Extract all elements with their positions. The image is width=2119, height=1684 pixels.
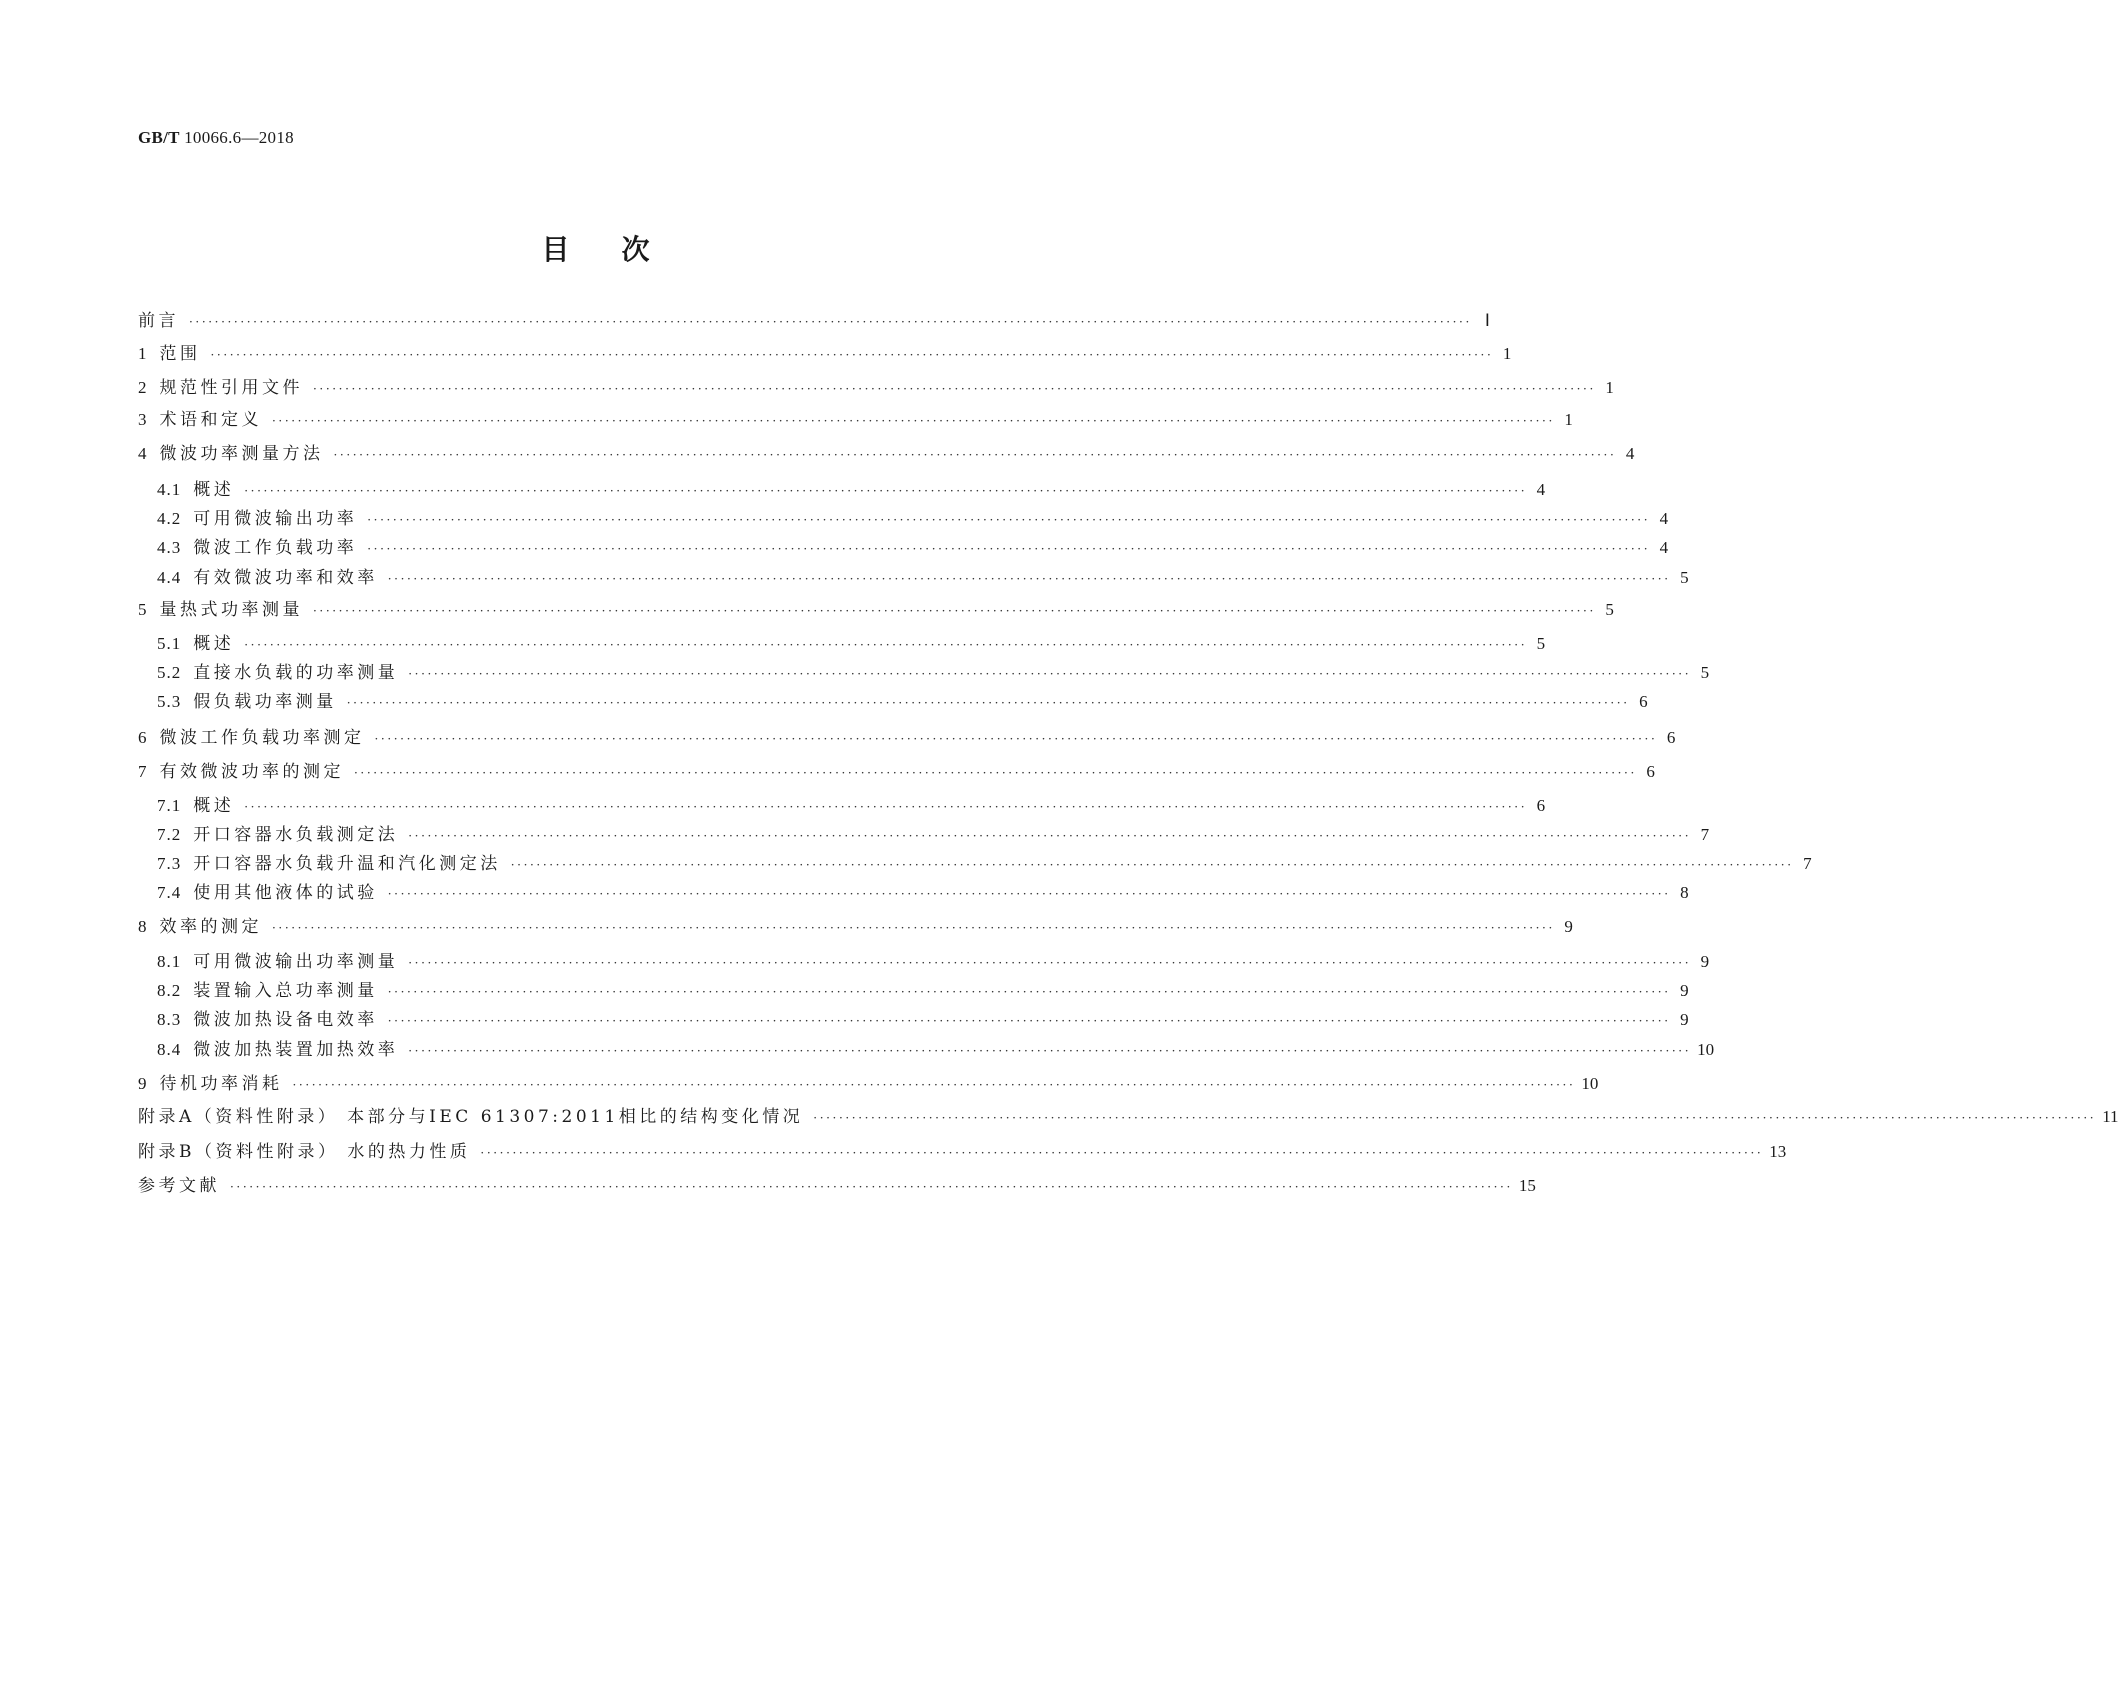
toc-entry-text: 概述 [193, 796, 235, 816]
dot-leader: ········································································································································································································ [272, 921, 1555, 935]
dot-leader: ········································································································································································································ [244, 800, 1528, 814]
toc-entry-page: 1 [1564, 410, 1573, 429]
document-code [138, 128, 294, 148]
toc-entry-number: 4.1 [157, 480, 182, 499]
toc-entry-page: 15 [1518, 1176, 1536, 1195]
dot-leader: ········································································································································································································ [354, 766, 1637, 780]
toc-entry-text: 可用微波输出功率 [193, 509, 358, 529]
toc-entry-label [138, 444, 324, 464]
toc-entry-text: 效率的测定 [159, 917, 262, 937]
dot-leader: ········································································································································································································ [813, 1111, 2097, 1125]
toc-entry-page: Ⅰ [1484, 311, 1490, 330]
toc-entry[interactable] [138, 1142, 1787, 1162]
toc-entry-label [138, 728, 365, 748]
dot-leader: ········································································································································································································ [189, 315, 1472, 329]
toc-entry-number: 8.2 [157, 981, 182, 1000]
dot-leader: ········································································································································································································ [244, 638, 1528, 652]
dot-leader: ········································································································································································································ [313, 382, 1596, 396]
toc-entry-label [157, 538, 357, 558]
toc-entry-label [157, 480, 234, 500]
toc-entry-text: 微波工作负载功率测定 [159, 728, 365, 748]
toc-entry-page: 9 [1564, 917, 1573, 936]
dot-leader: ········································································································································································································ [230, 1180, 1513, 1194]
dot-leader: ········································································································································································································ [313, 604, 1596, 618]
toc-entry[interactable] [157, 480, 1546, 500]
toc-entry-text: 概述 [193, 480, 235, 500]
toc-entry-number: 7 [138, 762, 148, 781]
toc-entry[interactable] [157, 952, 1710, 972]
toc-entry[interactable] [138, 1176, 1536, 1196]
toc-entry-label [138, 1176, 220, 1196]
toc-entry-text: 术语和定义 [159, 410, 262, 430]
dot-leader: ········································································································································································································ [480, 1146, 1764, 1160]
toc-entry-text: 使用其他液体的试验 [193, 883, 378, 903]
toc-entry[interactable] [157, 692, 1648, 712]
dot-leader: ········································································································································································································ [408, 1044, 1692, 1058]
toc-entry-text: 可用微波输出功率测量 [193, 952, 399, 972]
toc-entry[interactable] [138, 728, 1676, 748]
toc-entry-label [138, 917, 262, 937]
toc-entry-text: 微波加热装置加热效率 [193, 1040, 399, 1060]
standard-number: 10066.6—2018 [184, 128, 294, 147]
toc-entry-page: 6 [1536, 796, 1546, 815]
toc-entry-number: 7.4 [157, 883, 182, 902]
toc-entry-label [138, 600, 303, 620]
toc-entry[interactable] [138, 762, 1655, 782]
toc-entry-label [157, 1040, 398, 1060]
toc-entry[interactable] [157, 981, 1689, 1001]
toc-entry-number: 3 [138, 410, 148, 429]
dot-leader: ········································································································································································································ [408, 667, 1692, 681]
toc-entry-number: 4.4 [157, 568, 182, 587]
toc-entry-label [138, 1074, 283, 1094]
toc-entry[interactable] [157, 538, 1669, 558]
toc-entry-page: 9 [1700, 952, 1710, 971]
dot-leader: ········································································································································································································ [408, 956, 1692, 970]
toc-entry-page: 5 [1700, 663, 1710, 682]
toc-entry-number: 7.3 [157, 854, 182, 873]
toc-entry-text: 规范性引用文件 [159, 378, 303, 398]
toc-entry-label [157, 883, 378, 903]
toc-entry[interactable] [157, 1040, 1715, 1060]
toc-entry-page: 10 [1697, 1040, 1715, 1059]
dot-leader: ········································································································································································································ [387, 1014, 1671, 1028]
toc-entry[interactable] [157, 663, 1710, 683]
dot-leader: ········································································································································································································ [292, 1078, 1576, 1092]
toc-entry-label [157, 1010, 378, 1030]
toc-entry-page: 9 [1680, 1010, 1689, 1029]
toc-entry-label [138, 378, 303, 398]
toc-entry-page: 4 [1625, 444, 1635, 463]
dot-leader: ········································································································································································································ [374, 732, 1658, 746]
toc-entry-label [157, 796, 234, 816]
toc-entry-label [138, 1142, 470, 1162]
toc-entry[interactable] [157, 796, 1546, 816]
toc-entry-label [157, 692, 337, 712]
dot-leader: ········································································································································································································ [367, 513, 1651, 527]
toc-entry-page: 4 [1659, 509, 1669, 528]
toc-entry[interactable] [138, 1074, 1599, 1094]
toc-entry-number: 5.3 [157, 692, 182, 711]
toc-entry-number: 6 [138, 728, 148, 747]
toc-entry-number: 4.2 [157, 509, 182, 528]
toc-entry-text: 假负载功率测量 [193, 692, 337, 712]
toc-entry-label [157, 825, 398, 845]
toc-entry-label [157, 952, 398, 972]
toc-entry-text: 概述 [193, 634, 235, 654]
toc-entry-text: 微波工作负载功率 [193, 538, 358, 558]
toc-entry-page: 13 [1769, 1142, 1787, 1161]
toc-entry-text: 装置输入总功率测量 [193, 981, 378, 1001]
toc-entry-page: 9 [1680, 981, 1689, 1000]
toc-entry-page: 11 [2102, 1107, 2119, 1126]
toc-entry-page: 6 [1646, 762, 1655, 781]
toc-entry[interactable] [138, 311, 1490, 331]
toc-entry-label [138, 762, 344, 782]
toc-entry[interactable] [157, 568, 1689, 588]
toc-entry-number: 8.4 [157, 1040, 182, 1059]
toc-entry-page: 10 [1581, 1074, 1599, 1093]
toc-entry[interactable] [157, 1010, 1689, 1030]
toc-entry-number: 8 [138, 917, 148, 936]
toc-entry[interactable] [138, 600, 1614, 620]
toc-entry[interactable] [157, 509, 1669, 529]
toc-entry-text: 待机功率消耗 [159, 1074, 283, 1094]
toc-entry-label [157, 854, 501, 874]
dot-leader: ········································································································································································································ [272, 414, 1555, 428]
toc-entry-page: 6 [1666, 728, 1676, 747]
toc-entry[interactable] [157, 854, 1812, 874]
dot-leader: ········································································································································································································ [387, 985, 1671, 999]
standard-prefix: GB/T [138, 128, 180, 147]
toc-entry-label [157, 663, 398, 683]
toc-entry-text: 参考文献 [138, 1176, 220, 1196]
toc-entry-text: 有效微波功率的测定 [159, 762, 344, 782]
dot-leader: ········································································································································································································ [244, 484, 1528, 498]
toc-entry-label [157, 568, 378, 588]
dot-leader: ········································································································································································································ [510, 858, 1794, 872]
toc-entry-number: 9 [138, 1074, 148, 1093]
toc-entry-text: 范围 [159, 344, 201, 364]
toc-entry-number: 7.2 [157, 825, 182, 844]
toc-entry[interactable] [157, 825, 1710, 845]
toc-entry-text: 开口容器水负载升温和汽化测定法 [193, 854, 501, 874]
toc-entry-number: 4.3 [157, 538, 182, 557]
toc-entry-label [138, 1107, 803, 1127]
toc-entry-text: 量热式功率测量 [159, 600, 303, 620]
toc-entry[interactable] [138, 1107, 2119, 1127]
toc-entry[interactable] [138, 917, 1573, 937]
toc-entry-page: 5 [1680, 568, 1689, 587]
toc-entry[interactable] [157, 634, 1546, 654]
toc-entry-page: 7 [1700, 825, 1710, 844]
toc-entry-text: 有效微波功率和效率 [193, 568, 378, 588]
toc-entry-page: 1 [1502, 344, 1512, 363]
toc-entry-text: 附录B（资料性附录） 水的热力性质 [138, 1142, 471, 1162]
toc-entry-page: 1 [1605, 378, 1614, 397]
toc-entry-text: 微波加热设备电效率 [193, 1010, 378, 1030]
toc-entry-label [138, 344, 201, 364]
toc-entry-number: 1 [138, 344, 148, 363]
toc-entry-page: 4 [1659, 538, 1669, 557]
dot-leader: ········································································································································································································ [210, 348, 1494, 362]
toc-entry-number: 2 [138, 378, 148, 397]
toc-entry-page: 8 [1680, 883, 1689, 902]
toc-entry-label [157, 509, 357, 529]
toc-entry-page: 7 [1803, 854, 1812, 873]
dot-leader: ········································································································································································································ [333, 448, 1617, 462]
toc-entry[interactable] [138, 378, 1614, 398]
toc-entry-label [138, 311, 179, 331]
toc-title: 目次 [541, 233, 702, 266]
toc-entry[interactable] [138, 444, 1635, 464]
toc-entry-number: 7.1 [157, 796, 182, 815]
toc-entry-text: 前言 [138, 311, 179, 331]
toc-entry-page: 6 [1639, 692, 1648, 711]
toc-entry-number: 5.2 [157, 663, 182, 682]
dot-leader: ········································································································································································································ [387, 887, 1671, 901]
dot-leader: ········································································································································································································ [408, 829, 1692, 843]
toc-entry[interactable] [138, 410, 1573, 430]
toc-entry-page: 5 [1536, 634, 1546, 653]
toc-entry-page: 4 [1536, 480, 1546, 499]
toc-entry-text: 附录A（资料性附录） 本部分与IEC 61307:2011相比的结构变化情况 [138, 1107, 804, 1127]
toc-entry-number: 5 [138, 600, 148, 619]
toc-entry-text: 直接水负载的功率测量 [193, 663, 399, 683]
toc-entry-text: 微波功率测量方法 [159, 444, 324, 464]
toc-entry-label [157, 981, 378, 1001]
toc-entry[interactable] [157, 883, 1689, 903]
toc-entry-number: 8.1 [157, 952, 182, 971]
dot-leader: ········································································································································································································ [387, 572, 1671, 586]
dot-leader: ········································································································································································································ [346, 696, 1630, 710]
dot-leader: ········································································································································································································ [367, 542, 1651, 556]
toc-entry-number: 8.3 [157, 1010, 182, 1029]
toc-entry[interactable] [138, 344, 1512, 364]
toc-entry-text: 开口容器水负载测定法 [193, 825, 399, 845]
toc-entry-label [157, 634, 234, 654]
toc-entry-page: 5 [1605, 600, 1614, 619]
toc-entry-number: 4 [138, 444, 148, 463]
toc-entry-number: 5.1 [157, 634, 182, 653]
toc-entry-label [138, 410, 262, 430]
